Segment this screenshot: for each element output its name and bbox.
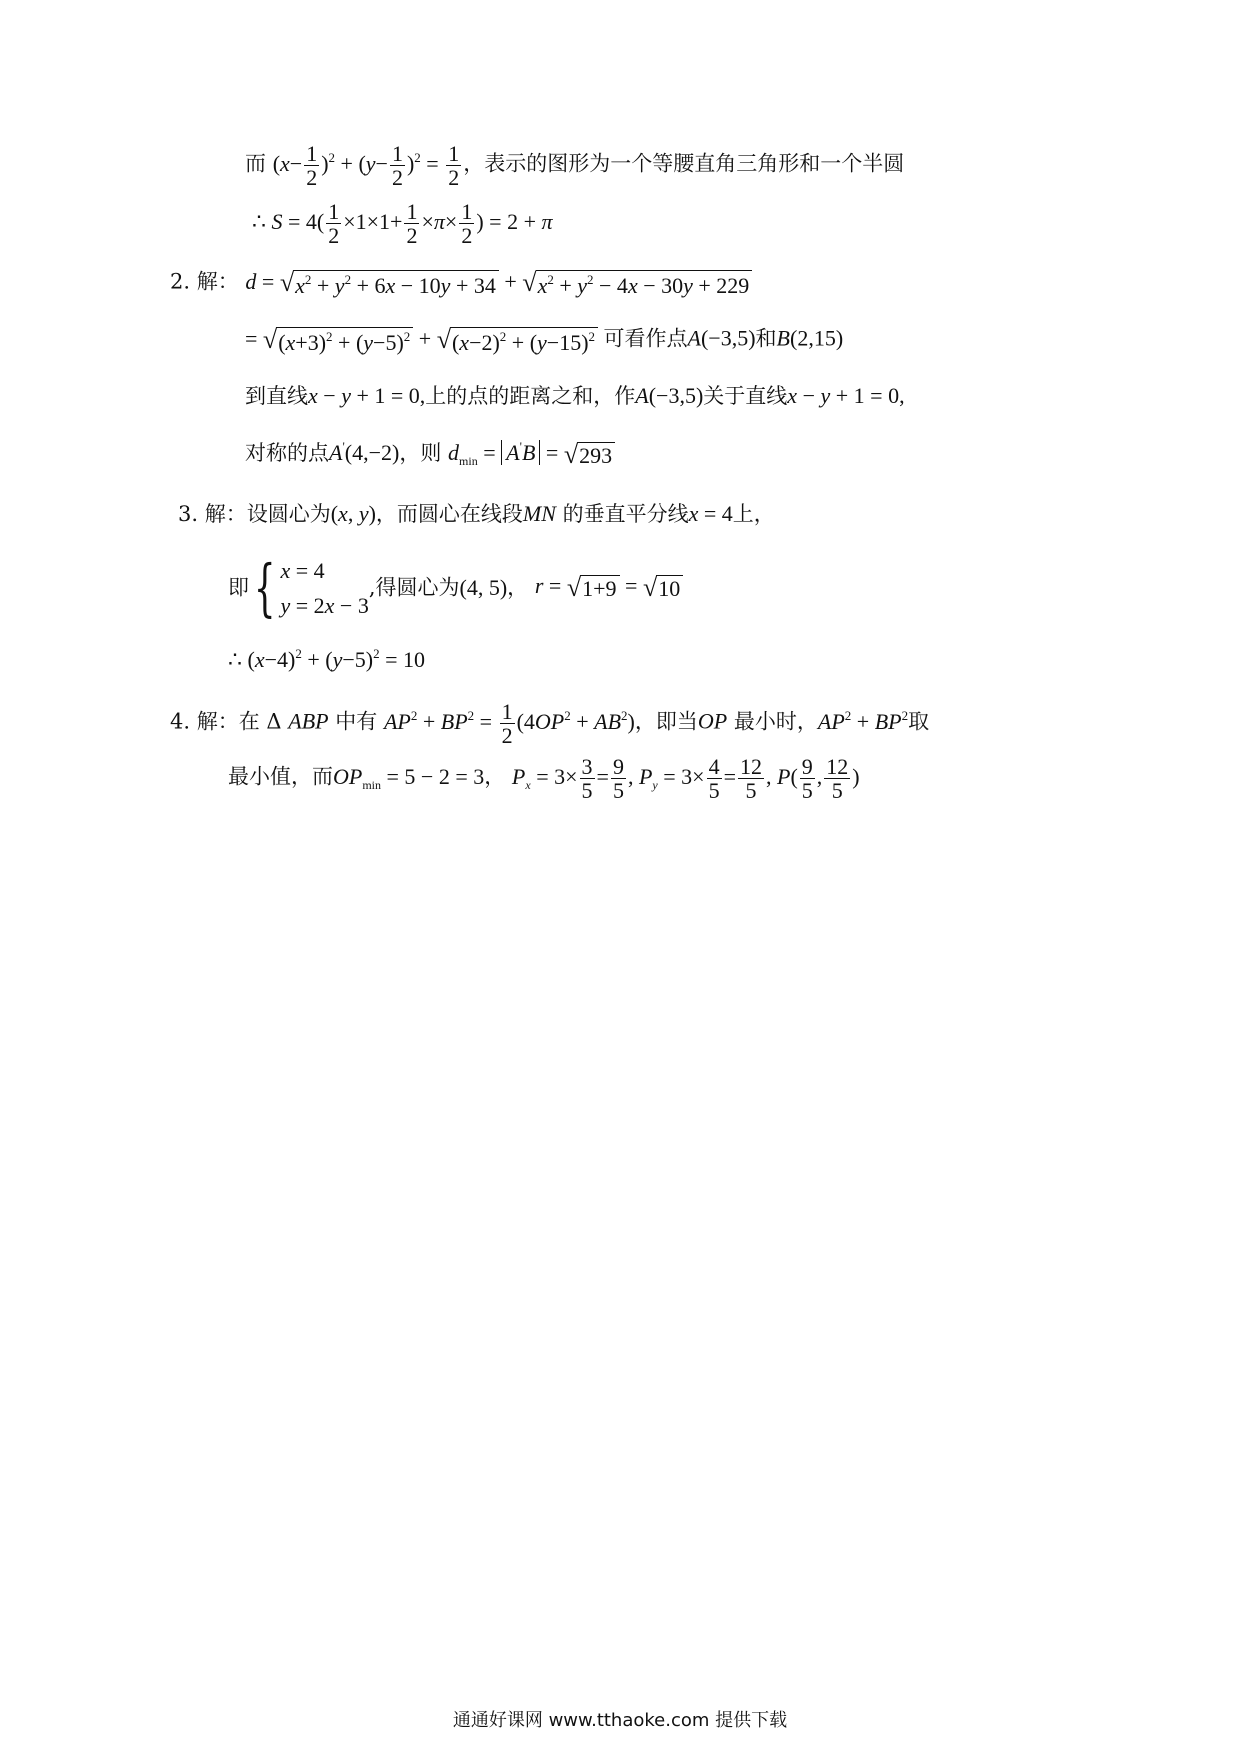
- solution-2-distance-formula: 2. 解： d = √ $x^2 + y^2 + 6x - 10y + 34$ + √ $x^2 + y^2 - 4x - 30y + 229$: [170, 270, 752, 297]
- circle-equation: (x− $\frac{1}{2}$ )$^2$ + (y− $\frac{1}{2}$ )$^2$ = $\frac{1}{2}$: [272, 141, 460, 191]
- problem-4-label: 4. 解：: [170, 709, 239, 734]
- area-formula: ∴ S = 4( $\frac{1}{2}$ ×1×1+ $\frac{1}{2}$ ×π× $\frac{1}{2}$ ) = 2 + π: [252, 199, 553, 249]
- solution-3-center: 3. 解：设圆心为(x, y)，而圆心在线段MN 的垂直平分线x = 4上，: [178, 501, 775, 526]
- solution-4-result: 最小值，而$OP_{min} = 5 - 2 = 3$， $P_x = 3\times$ $\frac{3}{5}$ = $\frac{9}{5}$ , $P_y = 3\times$ $\frac{4}{5}$ = $\frac{12}{5}$ , P( $\frac{9}{5}$ , $\frac{12}{5}$ ): [228, 754, 860, 804]
- solution-2-rewrite: = √ $(x+3)^2 + (y-5)^2$ + √ $(x-2)^2 + (y-15)^2$ 可看作点A(−3,5)和B(2,15): [245, 325, 844, 355]
- solution-3-system: 即{ x = 4 y = 2x − 3 ,得圆心为(4, 5)， r = √ 1+9 = √ 10: [228, 553, 683, 623]
- footer-text: 通通好课网 www.tthaoke.com 提供下载: [452, 1710, 788, 1731]
- solution-2-line-distance: 到直线x − y + 1 = 0,上的点的距离之和，作A(−3,5)关于直线x − y + 1 = 0,: [245, 383, 905, 408]
- problem-2-label: 2. 解：: [170, 269, 239, 294]
- solution-4-relation: 4. 解：在 Δ ABP 中有 $AP^2 + BP^2$ = $\frac{1}{2}$ $(4OP^2 + AB^2)$，即当OP 最小时，$AP^2 + BP^2$取: [170, 699, 930, 749]
- solution-1-area-formula: [252, 200, 553, 247]
- solution-1-circle-equation: 而 (x− $\frac{1}{2}$ )$^2$ + (y− $\frac{1}{2}$ )$^2$ = $\frac{1}{2}$ ，表示的图形为一个等腰直角三角形和一个半圆: [245, 141, 905, 191]
- solution-2-minimum: 对称的点A'(4,−2)，则 $d_{min} = A'B$ = √ 293: [245, 440, 615, 468]
- problem-3-label: 3. 解：: [178, 502, 247, 526]
- circle-description: 表示的图形为一个等腰直角三角形和一个半圆: [484, 151, 905, 176]
- solution-3-equation: ∴ $(x-4)^2 + (y-5)^2 = 10$: [228, 646, 425, 672]
